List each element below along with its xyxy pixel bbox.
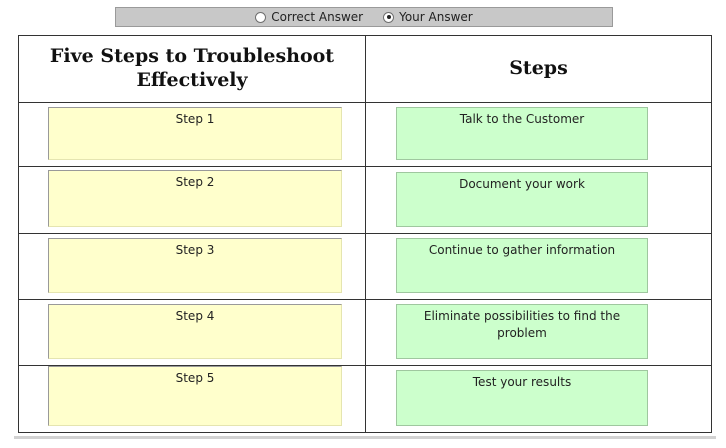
answer-label: Continue to gather information <box>428 243 616 257</box>
answer-drop-box-3[interactable] <box>396 238 648 293</box>
answer-label: Document your work <box>459 177 585 191</box>
steps-table <box>18 35 712 433</box>
answer-drop-box-1[interactable] <box>396 107 648 160</box>
row-divider <box>19 166 711 167</box>
your-answer-label: Your Answer <box>399 10 473 24</box>
row-divider <box>19 299 711 300</box>
answer-drop-box-4[interactable] <box>396 304 648 359</box>
answer-label: Talk to the Customer <box>459 112 585 126</box>
row-divider <box>19 233 711 234</box>
step-box-3 <box>48 238 342 293</box>
correct-answer-label: Correct Answer <box>271 10 364 24</box>
step-label: Step 3 <box>175 243 215 257</box>
bottom-scroll-edge <box>14 436 716 439</box>
step-label: Step 2 <box>175 175 215 189</box>
answer-label: Eliminate possibilities to find the problem <box>423 309 621 340</box>
answer-toggle-bar <box>115 7 613 27</box>
your-answer-radio[interactable] <box>383 12 394 23</box>
step-label: Step 4 <box>175 309 215 323</box>
step-label: Step 5 <box>175 371 215 385</box>
step-box-5 <box>48 366 342 426</box>
row-divider <box>19 102 711 103</box>
step-label: Step 1 <box>175 112 215 126</box>
header-steps-title: Five Steps to Troubleshoot Effectively <box>49 45 335 91</box>
step-box-1 <box>48 107 342 160</box>
correct-answer-radio[interactable] <box>255 12 266 23</box>
answer-drop-box-5[interactable] <box>396 370 648 426</box>
step-box-4 <box>48 304 342 359</box>
answer-label: Test your results <box>472 375 572 389</box>
correct-answer-option[interactable] <box>255 10 363 24</box>
header-steps: Steps <box>509 57 568 80</box>
step-box-2 <box>48 170 342 227</box>
answer-drop-box-2[interactable] <box>396 172 648 227</box>
your-answer-option[interactable] <box>383 10 473 24</box>
